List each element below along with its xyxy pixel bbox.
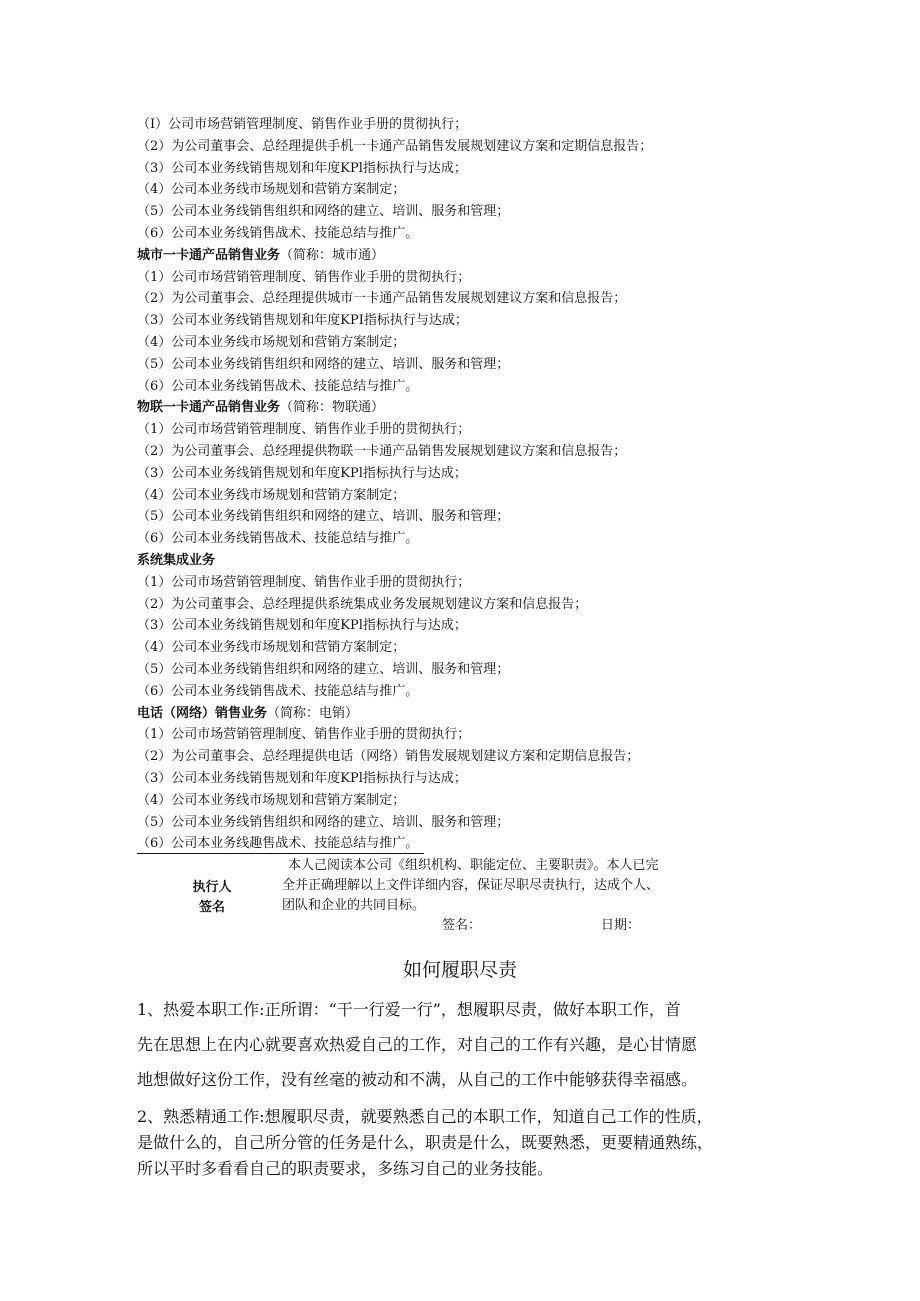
- responsibility-list: [137, 114, 777, 855]
- section-heading-note: （简称：物联通）: [280, 400, 385, 416]
- list-item: （4）公司本业务线市场规划和营销方案制定；: [137, 487, 406, 503]
- list-item: （1）公司市场营销管理制度、销售作业手册的贯彻执行；: [137, 727, 471, 743]
- list-item: （6）公司本业务线销售战术、技能总结与推广。: [137, 378, 419, 394]
- list-item: （3）公司本业务线销售规划和年度KPl指标执行与达成；: [137, 770, 467, 786]
- list-item: （5）公司本业务线销售组织和网络的建立、培训、服务和管理；: [137, 814, 510, 830]
- paragraph-line: 2、熟悉精通工作:想履职尽责，就要熟悉自己的本职工作，知道自己工作的性质，: [137, 1107, 713, 1126]
- section-heading-text: 物联一卡通产品销售业务: [137, 400, 281, 416]
- article-paragraph-2: [137, 1104, 797, 1182]
- paragraph-line: 1、热爱本职工作:正所谓：“干一行爱一行”，想履职尽责，做好本职工作，首: [137, 1000, 681, 1019]
- list-item: （3）公司本业务线销售规划和年度KPl指标执行与达成；: [137, 160, 467, 176]
- list-item: （2）为公司董事会、总经理提供物联一卡通产品销售发展规划建议方案和信息报告；: [137, 443, 627, 459]
- list-item: （5）公司本业务线销售组织和网络的建立、培训、服务和管理；: [137, 661, 510, 677]
- list-item: （2）为公司董事会、总经理提供城市一卡通产品销售发展规划建议方案和信息报告；: [137, 291, 627, 307]
- signature-label-line1: 执行人: [192, 880, 232, 895]
- list-item: [137, 833, 777, 855]
- section-heading: [137, 703, 777, 725]
- signature-label-line2: 签名: [198, 900, 225, 915]
- list-item: （3）公司本业务线销售规划和年度KPl指标执行与达成；: [137, 618, 467, 634]
- list-item: （6）公司本业务线销售战术、技能总结与推广。: [137, 531, 419, 547]
- list-item-text-underlined: （6）公司本业务线趣售战术、技能总结与推广。: [137, 835, 424, 854]
- article-title: 如何履职尽责: [402, 959, 517, 981]
- list-item: （6）公司本业务线销售战术、技能总结与推广。: [137, 225, 419, 241]
- signature-label: [177, 878, 247, 918]
- paragraph-line: 所以平时多看看自己的职责要求，多练习自己的业务技能。: [137, 1159, 554, 1178]
- date-field-label: 日期：: [601, 918, 641, 933]
- list-item: （I）公司市场营销管理制度、销售作业手册的贯彻执行；: [137, 117, 468, 132]
- list-item: （4）公司本业务线市场规划和营销方案制定；: [137, 792, 406, 808]
- paragraph-line: 是做什么的，自己所分管的任务是什么，职责是什么，既要熟悉，更要精通熟练，: [137, 1133, 714, 1152]
- section-heading-note: （简称：城市通）: [280, 247, 385, 263]
- list-item: （1）公司市场营销管理制度、销售作业手册的贯彻执行；: [137, 574, 471, 590]
- list-item: （4）公司本业务线市场规划和营销方案制定；: [137, 640, 406, 656]
- list-item: （5）公司本业务线销售组织和网络的建立、培训、服务和管理；: [137, 509, 510, 525]
- list-item: （6）公司本业务线销售战术、技能总结与推广。: [137, 683, 419, 699]
- statement-line: 全并正确理解以上文件详细内容，保证尽职尽责执行，达成个人、: [282, 878, 660, 893]
- statement-line: 团队和企业的共同目标。: [282, 898, 426, 913]
- list-item: （3）公司本业务线销售规划和年度KPl指标执行与达成；: [137, 465, 467, 481]
- section-heading-text: 系统集成业务: [137, 552, 216, 568]
- list-item: （3）公司本业务线销售规划和年度KPI指标执行与达成；: [137, 313, 468, 329]
- list-item: （4）公司本业务线市场规划和营销方案制定；: [137, 334, 406, 350]
- statement-line: 本人己阅读本公司《组织机构、职能定位、主要职责》。本人已完: [288, 858, 659, 873]
- list-item: （5）公司本业务线销售组织和网络的建立、培训、服务和管理；: [137, 204, 510, 220]
- article-paragraph-1: [137, 992, 797, 1097]
- section-heading-note: （简称：电销）: [267, 705, 359, 721]
- list-item: （2）为公司董事会、总经理提供手机一卡通产品销售发展规划建议方案和定期信息报告；: [137, 138, 653, 154]
- list-item: （1）公司市场营销管理制度、销售作业手册的贯彻执行；: [137, 422, 471, 438]
- section-heading: [137, 245, 777, 267]
- list-item: （1）公司市场营销管理制度、销售作业手册的贯彻执行；: [137, 269, 471, 285]
- section-heading: [137, 550, 777, 572]
- signature-block: [137, 856, 777, 936]
- section-heading-text: 城市一卡通产品销售业务: [137, 247, 281, 263]
- list-item: （5）公司本业务线销售组织和网络的建立、培训、服务和管理；: [137, 356, 510, 372]
- section-heading: [137, 397, 777, 419]
- signature-statement: [282, 856, 762, 916]
- list-item: （2）为公司董事会、总经理提供系统集成业务发展规划建议方案和信息报告；: [137, 596, 588, 612]
- sign-field-label: 签名：: [442, 918, 482, 933]
- section-heading-text: 电话（网络）销售业务: [137, 705, 268, 721]
- paragraph-line: 先在思想上在内心就要喜欢热爱自己的工作，对自己的工作有兴趣，是心甘情愿: [137, 1035, 698, 1054]
- list-item: （4）公司本业务线市场规划和营销方案制定；: [137, 182, 406, 198]
- list-item: （2）为公司董事会、总经理提供电话（网络）销售发展规划建议方案和定期信息报告；: [137, 749, 640, 765]
- signature-fields: [442, 916, 640, 936]
- paragraph-line: 地想做好这份工作，没有丝毫的被动和不满，从自己的工作中能够获得幸福感。: [137, 1070, 698, 1089]
